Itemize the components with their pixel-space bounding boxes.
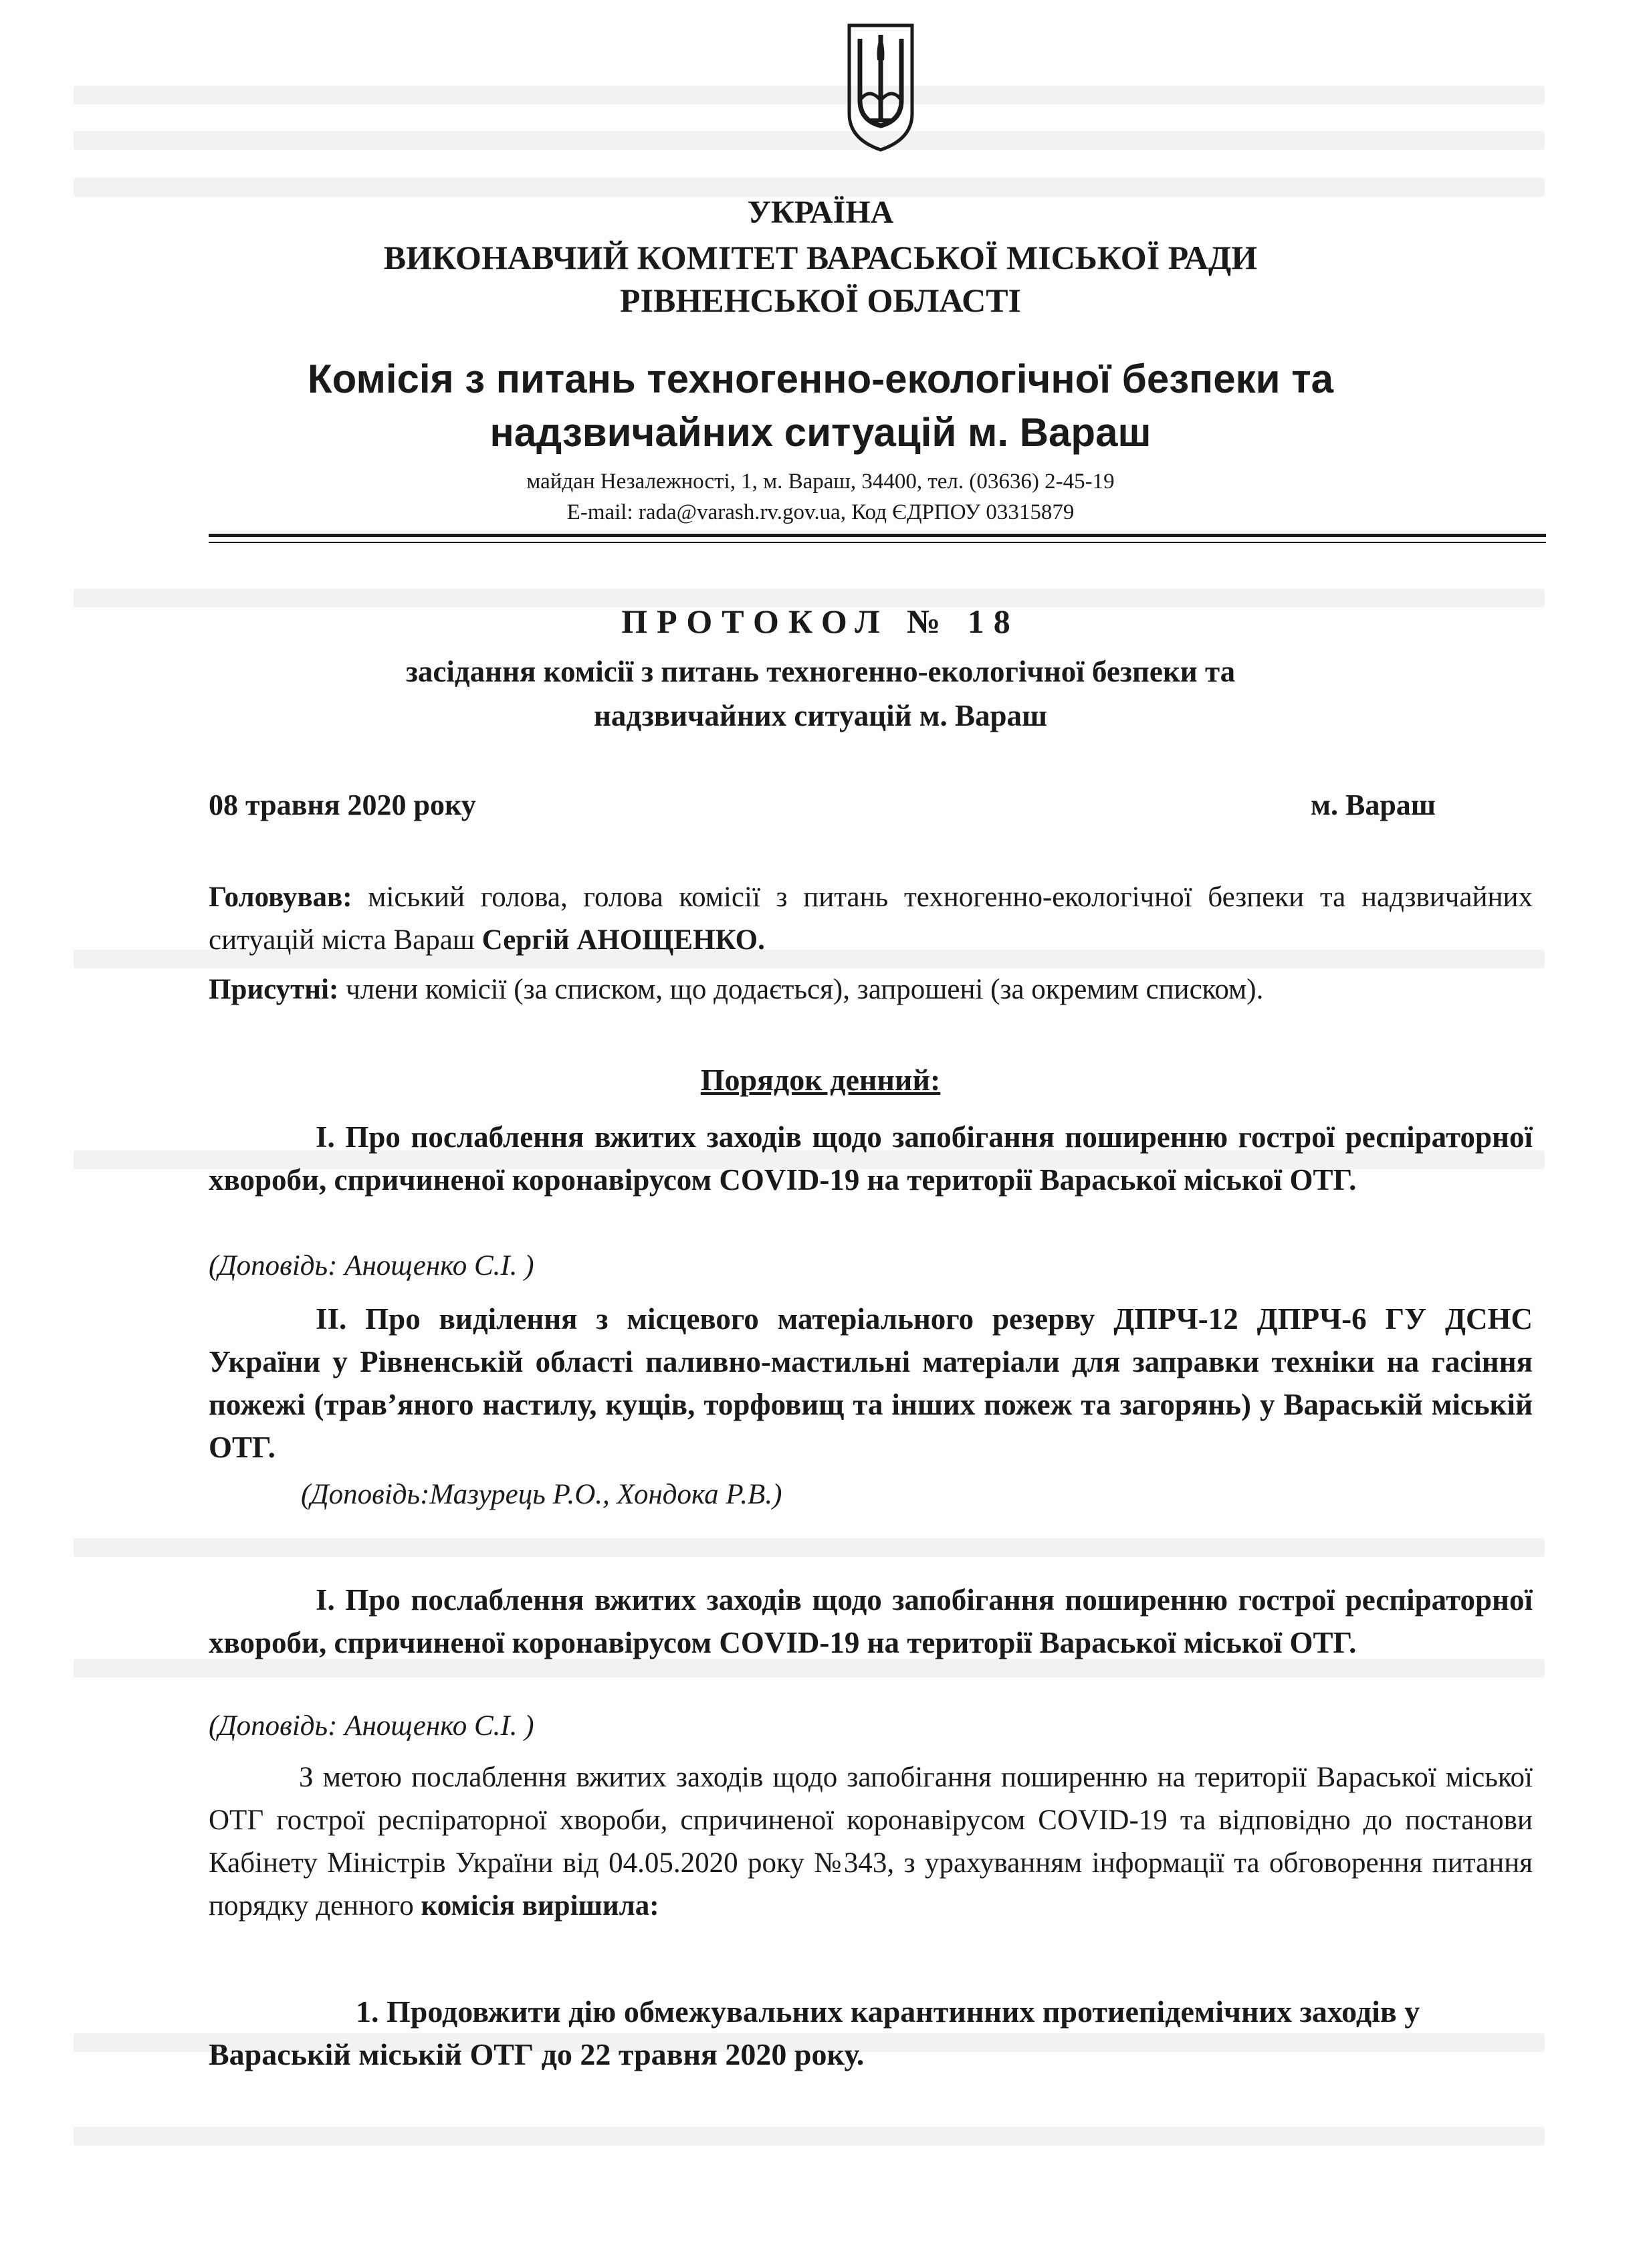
section-1-reporter: (Доповідь: Анощенко С.І. ) bbox=[209, 1710, 534, 1742]
chair-name: Сергій АНОЩЕНКО. bbox=[481, 924, 765, 956]
decision-1: 1. Продовжити дію обмежувальних карантинних протиепідемічних заходів у Вараській міській ОТГ до 22 травня 2020 року. bbox=[209, 1994, 1420, 2071]
section-1-decided-label: комісія вирішила: bbox=[421, 1890, 659, 1922]
commission-title-line2: надзвичайних ситуацій м. Вараш bbox=[489, 410, 1152, 455]
present-paragraph bbox=[209, 968, 1533, 1011]
meeting-city: м. Вараш bbox=[1311, 789, 1436, 821]
agenda-item-2-reporter: (Доповідь:Мазурець Р.О., Хондока Р.В.) bbox=[301, 1479, 782, 1510]
executive-committee-heading: ВИКОНАВЧИЙ КОМІТЕТ ВАРАСЬКОЇ МІСЬКОЇ РАДИ bbox=[383, 239, 1258, 276]
section-1-body-text: З метою послаблення вжитих заходів щодо запобігання поширенню на території Вараської міської ОТГ гострої респіраторної хвороби, спричиненої коронавірусом COVID-19 та відповідно до постанови Кабінету Міністрів України від 04.05.2020 року №343, з урахуванням інформації та обговорення питання порядку денного bbox=[209, 1762, 1533, 1922]
address-line: майдан Незалежності, 1, м. Вараш, 34400, тел. (03636) 2-45-19 bbox=[526, 470, 1115, 494]
bleed-through-line bbox=[74, 131, 1545, 150]
bleed-through-line bbox=[74, 1538, 1545, 1557]
present-label: Присутні: bbox=[209, 974, 339, 1005]
agenda-item-1: І. Про послаблення вжитих заходів щодо запобігання поширенню гострої респіраторної хвороби, спричиненої коронавірусом COVID-19 на території Вараської міської ОТГ. bbox=[209, 1120, 1533, 1197]
agenda-item-2: ІІ. Про виділення з місцевого матеріального резерву ДПРЧ-12 ДПРЧ-6 ГУ ДСНС України у Рівненській області паливно-мастильні матеріали для заправки техніки на гасіння пожежі (трав’яного настилу, кущів, торфовищ та інших пожеж та загорянь) у Вараській міській ОТГ. bbox=[209, 1302, 1533, 1464]
protocol-subtitle-line2: надзвичайних ситуацій м. Вараш bbox=[593, 699, 1048, 732]
protocol-title: ПРОТОКОЛ № 18 bbox=[621, 603, 1020, 640]
meeting-date: 08 травня 2020 року bbox=[209, 789, 476, 821]
chair-text: міський голова, голова комісії з питань техногенно-екологічної безпеки та надзвичайних ситуацій міста Вараш bbox=[209, 882, 1533, 956]
section-1-body bbox=[209, 1756, 1533, 1928]
commission-title-line1: Комісія з питань техногенно-екологічної безпеки та bbox=[308, 356, 1333, 401]
chair-label: Головував: bbox=[209, 882, 352, 913]
bleed-through-line bbox=[74, 2127, 1545, 2146]
email-code-line: E-mail: rada@varash.rv.gov.ua, Код ЄДРПОУ 03315879 bbox=[566, 500, 1075, 524]
chair-paragraph bbox=[209, 876, 1533, 962]
present-text: члени комісії (за списком, що додається), запрошені (за окремим списком). bbox=[338, 974, 1264, 1005]
trident-coat-of-arms-icon bbox=[844, 20, 917, 154]
section-1-heading: І. Про послаблення вжитих заходів щодо запобігання поширенню гострої респіраторної хвороби, спричиненої коронавірусом COVID-19 на території Вараської міської ОТГ. bbox=[209, 1583, 1533, 1659]
agenda-item-1-reporter: (Доповідь: Анощенко С.І. ) bbox=[209, 1250, 534, 1281]
header-divider-thin bbox=[209, 542, 1546, 543]
agenda-title: Порядок денний: bbox=[700, 1063, 941, 1097]
bleed-through-line bbox=[74, 86, 1545, 104]
protocol-subtitle-line1: засідання комісії з питань техногенно-екологічної безпеки та bbox=[405, 655, 1236, 688]
header-divider-thick bbox=[209, 534, 1546, 537]
region-heading: РІВНЕНСЬКОЇ ОБЛАСТІ bbox=[620, 282, 1021, 319]
country-heading: УКРАЇНА bbox=[747, 195, 894, 230]
